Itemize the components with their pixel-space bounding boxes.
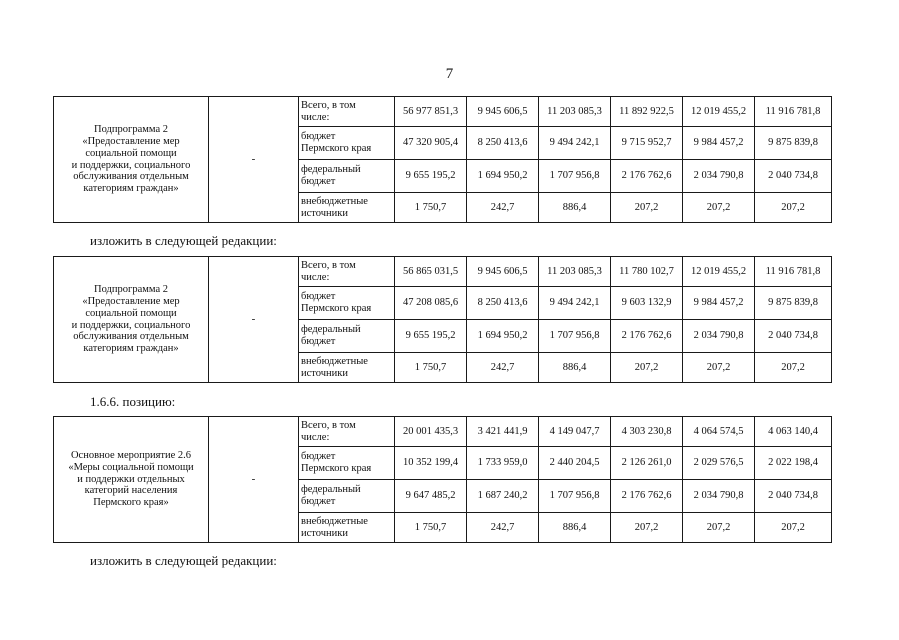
funding-source-line: бюджет xyxy=(301,451,336,463)
program-name-line: Подпрограмма 2 xyxy=(94,284,168,296)
funding-source-cell xyxy=(299,417,395,447)
value-cell: 4 303 230,8 xyxy=(611,417,683,447)
value-cell: 9 603 132,9 xyxy=(611,287,683,320)
program-name-line: и поддержки отдельных xyxy=(77,473,185,485)
value-cell: 2 176 762,6 xyxy=(611,320,683,353)
value-cell: 1 694 950,2 xyxy=(467,160,539,193)
funding-source-cell xyxy=(299,447,395,480)
value-cell: 9 945 606,5 xyxy=(467,257,539,287)
value-cell: 11 203 085,3 xyxy=(539,257,611,287)
program-name-cell xyxy=(54,97,209,223)
value-cell: 9 984 457,2 xyxy=(683,287,755,320)
value-cell: 2 040 734,8 xyxy=(755,320,832,353)
value-cell: 207,2 xyxy=(611,193,683,223)
value-cell: 11 916 781,8 xyxy=(755,97,832,127)
value-cell: 242,7 xyxy=(467,193,539,223)
funding-source-cell xyxy=(299,320,395,353)
funding-source-cell xyxy=(299,287,395,320)
funding-source-line: Пермского края xyxy=(301,303,372,314)
value-cell: 207,2 xyxy=(611,513,683,543)
funding-source-line: Пермского края xyxy=(301,463,372,474)
value-cell: 207,2 xyxy=(683,193,755,223)
value-cell: 886,4 xyxy=(539,353,611,383)
funding-source-line: источники xyxy=(301,527,348,539)
program-name-line: категориям граждан» xyxy=(83,343,179,354)
value-cell: 2 176 762,6 xyxy=(611,480,683,513)
value-cell: 9 945 606,5 xyxy=(467,97,539,127)
budget-table-2 xyxy=(53,256,832,383)
value-cell: 207,2 xyxy=(755,193,832,223)
funding-source-cell xyxy=(299,193,395,223)
value-cell: 9 984 457,2 xyxy=(683,127,755,160)
value-cell: 8 250 413,6 xyxy=(467,287,539,320)
value-cell: 1 750,7 xyxy=(395,193,467,223)
value-cell: 9 715 952,7 xyxy=(611,127,683,160)
value-cell: 12 019 455,2 xyxy=(683,257,755,287)
funding-source-line: бюджет xyxy=(301,336,336,347)
program-name-cell xyxy=(54,257,209,383)
value-cell: 2 040 734,8 xyxy=(755,160,832,193)
program-name-line: обслуживания отдельным xyxy=(73,171,189,183)
value-cell: 1 733 959,0 xyxy=(467,447,539,480)
funding-source-line: Всего, в том xyxy=(301,419,356,431)
value-cell: 3 421 441,9 xyxy=(467,417,539,447)
value-cell: 9 875 839,8 xyxy=(755,287,832,320)
funding-source-line: Всего, в том xyxy=(301,259,356,271)
program-name-line: «Меры социальной помощи xyxy=(68,461,194,473)
value-cell: 47 320 905,4 xyxy=(395,127,467,160)
program-name-cell xyxy=(54,417,209,543)
value-cell: 207,2 xyxy=(755,353,832,383)
program-name-line: Пермского края» xyxy=(93,497,169,509)
value-cell: 2 034 790,8 xyxy=(683,320,755,353)
value-cell: 47 208 085,6 xyxy=(395,287,467,320)
funding-source-cell xyxy=(299,353,395,383)
program-name-line: и поддержки, социального xyxy=(71,159,191,171)
funding-source-cell xyxy=(299,257,395,287)
value-cell: 11 203 085,3 xyxy=(539,97,611,127)
funding-source-line: федеральный xyxy=(301,164,361,176)
value-cell: 12 019 455,2 xyxy=(683,97,755,127)
value-cell: 2 126 261,0 xyxy=(611,447,683,480)
value-cell: 2 034 790,8 xyxy=(683,480,755,513)
funding-source-line: бюджет xyxy=(301,291,336,303)
funding-source-line: внебюджетные xyxy=(301,515,368,527)
funding-source-line: федеральный xyxy=(301,484,361,496)
executor-cell: - xyxy=(209,257,299,383)
value-cell: 20 001 435,3 xyxy=(395,417,467,447)
value-cell: 10 352 199,4 xyxy=(395,447,467,480)
value-cell: 4 064 574,5 xyxy=(683,417,755,447)
value-cell: 1 707 956,8 xyxy=(539,160,611,193)
value-cell: 207,2 xyxy=(683,353,755,383)
value-cell: 886,4 xyxy=(539,513,611,543)
executor-cell: - xyxy=(209,417,299,543)
funding-source-line: внебюджетные xyxy=(301,195,368,207)
funding-source-line: бюджет xyxy=(301,131,336,143)
value-cell: 1 687 240,2 xyxy=(467,480,539,513)
funding-source-line: бюджет xyxy=(301,176,336,187)
value-cell: 9 655 195,2 xyxy=(395,320,467,353)
value-cell: 9 875 839,8 xyxy=(755,127,832,160)
funding-source-line: источники xyxy=(301,207,348,219)
value-cell: 11 780 102,7 xyxy=(611,257,683,287)
funding-source-cell xyxy=(299,160,395,193)
paragraph-instruction: изложить в следующей редакции: xyxy=(90,553,277,568)
funding-source-cell xyxy=(299,97,395,127)
program-name-line: категориям граждан» xyxy=(83,183,179,194)
value-cell: 1 707 956,8 xyxy=(539,320,611,353)
value-cell: 242,7 xyxy=(467,513,539,543)
value-cell: 1 694 950,2 xyxy=(467,320,539,353)
funding-source-line: федеральный xyxy=(301,324,361,336)
value-cell: 2 034 790,8 xyxy=(683,160,755,193)
value-cell: 2 022 198,4 xyxy=(755,447,832,480)
budget-table-1 xyxy=(53,96,832,223)
funding-source-cell xyxy=(299,513,395,543)
funding-source-cell xyxy=(299,127,395,160)
page-number: 7 xyxy=(445,66,454,82)
value-cell: 1 750,7 xyxy=(395,353,467,383)
value-cell: 4 063 140,4 xyxy=(755,417,832,447)
value-cell: 11 892 922,5 xyxy=(611,97,683,127)
funding-source-line: Пермского края xyxy=(301,143,372,154)
program-name-line: и поддержки, социального xyxy=(71,319,191,331)
program-name-line: социальной помощи xyxy=(85,147,177,159)
value-cell: 8 250 413,6 xyxy=(467,127,539,160)
funding-source-cell xyxy=(299,480,395,513)
funding-source-line: источники xyxy=(301,367,348,379)
value-cell: 2 029 576,5 xyxy=(683,447,755,480)
value-cell: 207,2 xyxy=(755,513,832,543)
funding-source-line: внебюджетные xyxy=(301,355,368,367)
value-cell: 1 707 956,8 xyxy=(539,480,611,513)
funding-source-line: числе: xyxy=(301,111,330,123)
program-name-line: Основное мероприятие 2.6 xyxy=(70,450,192,462)
value-cell: 9 494 242,1 xyxy=(539,127,611,160)
value-cell: 4 149 047,7 xyxy=(539,417,611,447)
value-cell: 9 647 485,2 xyxy=(395,480,467,513)
value-cell: 11 916 781,8 xyxy=(755,257,832,287)
program-name-line: «Предоставление мер xyxy=(82,136,180,147)
value-cell: 56 865 031,5 xyxy=(395,257,467,287)
budget-table-3 xyxy=(53,416,832,543)
funding-source-line: числе: xyxy=(301,431,330,443)
value-cell: 2 176 762,6 xyxy=(611,160,683,193)
program-name-line: Подпрограмма 2 xyxy=(94,124,168,136)
value-cell: 56 977 851,3 xyxy=(395,97,467,127)
program-name-line: социальной помощи xyxy=(85,307,177,319)
value-cell: 2 040 734,8 xyxy=(755,480,832,513)
table-row xyxy=(54,257,832,287)
table-row xyxy=(54,417,832,447)
funding-source-line: числе: xyxy=(301,271,330,283)
program-name-line: «Предоставление мер xyxy=(82,296,180,307)
value-cell: 886,4 xyxy=(539,193,611,223)
value-cell: 207,2 xyxy=(683,513,755,543)
value-cell: 2 440 204,5 xyxy=(539,447,611,480)
value-cell: 1 750,7 xyxy=(395,513,467,543)
paragraph-item-number: 1.6.6. позицию: xyxy=(90,394,176,409)
table-row xyxy=(54,97,832,127)
funding-source-line: бюджет xyxy=(301,496,336,507)
executor-cell: - xyxy=(209,97,299,223)
value-cell: 9 494 242,1 xyxy=(539,287,611,320)
paragraph-instruction: изложить в следующей редакции: xyxy=(90,233,277,248)
program-name-line: категорий населения xyxy=(84,485,178,497)
value-cell: 207,2 xyxy=(611,353,683,383)
program-name-line: обслуживания отдельным xyxy=(73,331,189,343)
value-cell: 242,7 xyxy=(467,353,539,383)
value-cell: 9 655 195,2 xyxy=(395,160,467,193)
funding-source-line: Всего, в том xyxy=(301,99,356,111)
